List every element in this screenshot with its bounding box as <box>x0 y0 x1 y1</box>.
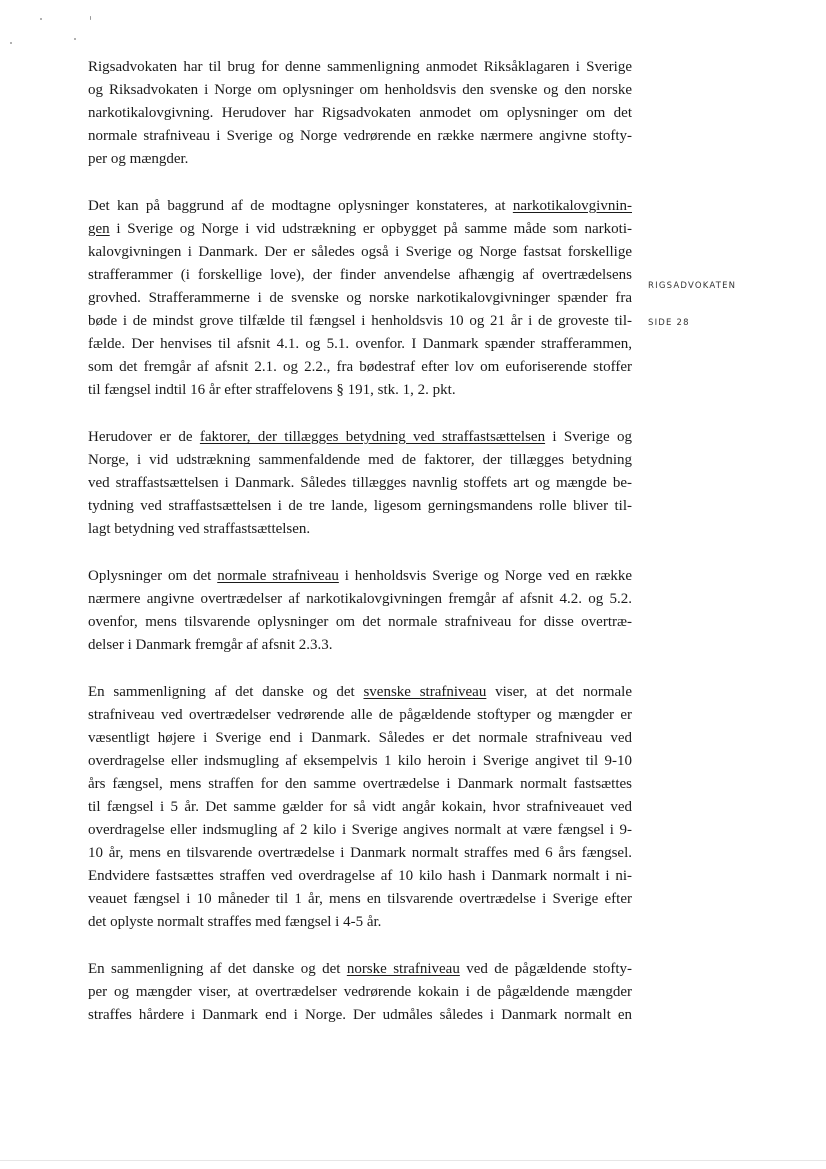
paragraph-1 <box>88 56 632 171</box>
text-line: Norge, i vid udstrækning sammenfaldende med de faktorer, der tillægges betydning <box>88 452 632 468</box>
text-line: per og mængder. <box>88 151 189 167</box>
text-line: Oplysninger om det normale strafniveau i henholdsvis Sverige og Norge ved en række <box>88 568 633 584</box>
text-line: En sammenligning af det danske og det svenske strafniveau viser, at det normale <box>88 684 632 700</box>
scan-speck <box>10 42 12 44</box>
text-line: væsentligt højere i Sverige end i Danmark. Således er det normale strafniveau ved <box>88 730 632 746</box>
scan-speck <box>40 18 42 20</box>
text-line: lagt betydning ved straffastsættelsen. <box>88 521 311 537</box>
underlined-term: normale strafniveau <box>217 568 339 584</box>
underlined-term: gen <box>88 221 110 237</box>
text-line: straffes hårdere i Danmark end i Norge. Der udmåles således i Danmark normalt en <box>88 1007 632 1023</box>
body-text <box>88 56 632 1051</box>
text-line: Det kan på baggrund af de modtagne oplysninger konstateres, at narkotikalovgivnin- <box>88 198 632 214</box>
text-line: ved straffastsættelsen i Danmark. Således tillægges navnlig stoffets art og mængde be- <box>88 475 632 491</box>
text-line: Rigsadvokaten har til brug for denne sammenligning anmodet Riksåklagaren i Sverige <box>88 59 632 75</box>
paragraph-3 <box>88 426 632 541</box>
text-line: fælde. Der henvises til afsnit 4.1. og 5.1. ovenfor. I Danmark spænder strafferammen, <box>88 336 632 352</box>
text-line: Endvidere fastsættes straffen ved overdragelse af 10 kilo hash i Danmark normalt i ni- <box>88 868 632 884</box>
text-line: strafniveau ved overtrædelser vedrørende alle de pågældende stoftyper og mængder er <box>88 707 632 723</box>
text-line: som det fremgår af afsnit 2.1. og 2.2., fra bødestraf efter lov om euforiserende stoffer <box>88 359 632 375</box>
paragraph-4 <box>88 565 632 657</box>
text-line: delser i Danmark fremgår af afsnit 2.3.3. <box>88 637 333 653</box>
text-line: overdragelse eller indsmugling af 2 kilo i Sverige angives normalt at være fængsel i 9- <box>88 822 632 838</box>
text-line: veauet fængsel i 10 måneder til 1 år, mens en tilsvarende overtrædelse i Sverige efter <box>88 891 632 907</box>
scan-edge <box>0 1160 826 1161</box>
text-line: ovenfor, mens tilsvarende oplysninger om det normale strafniveau for disse overtræ- <box>88 614 632 630</box>
sidebar-organization: RIGSADVOKATEN <box>648 281 737 291</box>
text-line: gen i Sverige og Norge i vid udstrækning er opbygget på samme måde som narkoti- <box>88 221 632 237</box>
text-line: års fængsel, mens straffen for den samme overtrædelse i Danmark normalt fastsættes <box>88 776 632 792</box>
page-number: SIDE 28 <box>648 318 690 328</box>
text-line: per og mængder viser, at overtrædelser vedrørende kokain i de pågældende mængder <box>88 984 632 1000</box>
text-line: 10 år, mens en tilsvarende overtrædelse i Danmark normalt straffes med 6 års fængsel. <box>88 845 632 861</box>
text-line: strafferammer (i forskellige love), der finder anvendelse afhængig af overtrædelsens <box>88 267 632 283</box>
text-line: det oplyste normalt straffes med fængsel i 4-5 år. <box>88 914 382 930</box>
text-line: Herudover er de faktorer, der tillægges betydning ved straffastsættelsen i Sverige og <box>88 429 632 445</box>
text-line: nærmere angivne overtrædelser af narkotikalovgivningen fremgår af afsnit 4.2. og 5.2. <box>88 591 632 607</box>
text-line: normale strafniveau i Sverige og Norge vedrørende en række nærmere angivne stofty- <box>88 128 632 144</box>
underlined-term: svenske strafniveau <box>363 684 487 700</box>
text-line: til fængsel i 5 år. Det samme gælder for så vidt angår kokain, hvor strafniveauet ved <box>88 799 632 815</box>
text-line: grovhed. Strafferammerne i de svenske og norske narkotikalovgivninger spænder fra <box>88 290 632 306</box>
text-line: overdragelse eller indsmugling af eksempelvis 1 kilo heroin i Sverige angivet til 9-10 <box>88 753 632 769</box>
scan-speck <box>90 16 91 20</box>
text-line: En sammenligning af det danske og det norske strafniveau ved de pågældende stofty- <box>88 961 632 977</box>
underlined-term: narkotikalovgivnin- <box>512 198 632 214</box>
paragraph-2 <box>88 195 632 402</box>
text-line: bøde i de mindst grove tilfælde til fængsel i henholdsvis 10 og 21 år i de groveste til- <box>88 313 632 329</box>
text-line: til fængsel indtil 16 år efter straffelovens § 191, stk. 1, 2. pkt. <box>88 382 456 398</box>
scan-speck <box>74 38 76 40</box>
paragraph-6 <box>88 958 632 1027</box>
text-line: kalovgivningen i Danmark. Der er således også i Sverige og Norge fastsat forskellige <box>88 244 632 260</box>
paragraph-5 <box>88 681 632 934</box>
text-line: narkotikalovgivning. Herudover har Rigsadvokaten anmodet om oplysninger om det <box>88 105 632 121</box>
text-line: og Riksadvokaten i Norge om oplysninger om henholdsvis den svenske og den norske <box>88 82 632 98</box>
underlined-term: faktorer, der tillægges betydning ved straffastsættelsen <box>199 429 546 445</box>
text-line: tydning ved straffastsættelsen i de tre lande, ligesom gerningsmandens rolle bliver til- <box>88 498 632 514</box>
underlined-term: norske strafniveau <box>346 961 460 977</box>
